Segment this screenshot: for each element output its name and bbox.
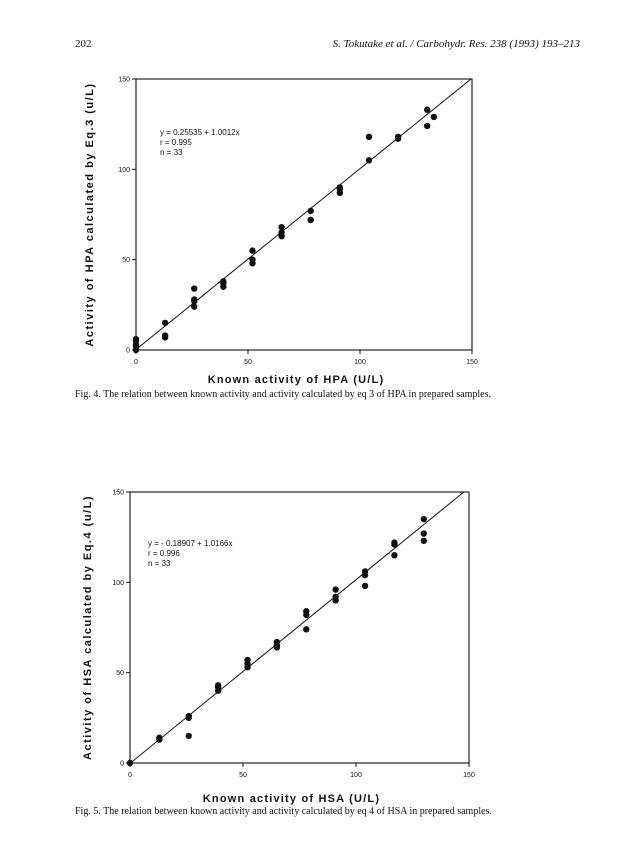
equation-line: y = - 0.18907 + 1.0166x — [148, 539, 233, 548]
x-axis-label: Known activity of HSA (U/L) — [202, 793, 381, 805]
data-point — [303, 608, 309, 614]
plot-area — [84, 77, 478, 387]
data-point — [278, 224, 284, 230]
data-point — [133, 336, 139, 342]
y-tick-label: 100 — [112, 579, 124, 587]
hsa-scatter-chart — [0, 484, 624, 804]
x-tick-label: 100 — [354, 359, 366, 366]
data-point — [186, 713, 192, 719]
data-point — [424, 123, 430, 129]
data-point — [303, 626, 309, 632]
data-point — [162, 320, 168, 326]
equation-line: r = 0.996 — [148, 549, 180, 558]
x-tick-label: 100 — [350, 772, 362, 779]
y-axis-label: Activity of HPA calculated by Eq.3 (u/L) — [84, 82, 96, 347]
x-tick-label: 0 — [128, 772, 132, 779]
x-tick-label: 150 — [463, 772, 475, 779]
regression-line — [136, 79, 471, 350]
figure-4-caption: Fig. 4. The relation between known activity and activity calculated by eq 3 of HPA in prepared samples. — [75, 389, 492, 400]
data-point — [337, 184, 343, 190]
data-point — [366, 134, 372, 140]
data-point — [249, 256, 255, 262]
plot-area — [82, 490, 475, 806]
y-tick-label: 150 — [118, 76, 130, 84]
y-tick-label: 50 — [122, 257, 130, 265]
data-point — [366, 157, 372, 163]
hpa-scatter-chart — [0, 70, 624, 390]
data-point — [186, 733, 192, 739]
data-point — [244, 657, 250, 663]
equation-line: y = 0.25535 + 1.0012x — [160, 128, 240, 137]
y-tick-label: 50 — [116, 670, 124, 678]
equation-line: n = 33 — [160, 148, 183, 157]
data-point — [191, 296, 197, 302]
data-point — [421, 516, 427, 522]
equation-line: r = 0.995 — [160, 138, 192, 147]
data-point — [127, 760, 133, 766]
x-tick-label: 0 — [134, 359, 138, 366]
page-number: 202 — [75, 38, 92, 50]
y-axis-label: Activity of HSA calculated by Eq.4 (u/L) — [82, 495, 94, 760]
regression-line — [130, 492, 464, 763]
running-head: S. Tokutake et al. / Carbohydr. Res. 238 (1993) 193–213 — [332, 38, 580, 50]
figure-5-caption: Fig. 5. The relation between known activity and activity calculated by eq 4 of HSA in prepared samples. — [75, 806, 492, 817]
x-axis-label: Known activity of HPA (U/L) — [207, 374, 385, 386]
x-tick-label: 50 — [239, 772, 247, 779]
data-point — [362, 568, 368, 574]
data-point — [249, 247, 255, 253]
data-point — [391, 552, 397, 558]
data-point — [421, 530, 427, 536]
y-tick-label: 0 — [120, 760, 124, 768]
data-point — [362, 583, 368, 589]
data-point — [431, 114, 437, 120]
data-point — [191, 285, 197, 291]
y-tick-label: 150 — [112, 489, 124, 497]
x-tick-label: 150 — [466, 359, 478, 366]
data-point — [332, 586, 338, 592]
x-tick-label: 50 — [244, 359, 252, 366]
data-point — [308, 217, 314, 223]
data-point — [308, 208, 314, 214]
data-point — [215, 682, 221, 688]
data-point — [162, 332, 168, 338]
y-tick-label: 100 — [118, 166, 130, 174]
data-point — [332, 594, 338, 600]
data-point — [220, 278, 226, 284]
equation-line: n = 33 — [148, 559, 171, 568]
y-tick-label: 0 — [126, 347, 130, 355]
data-point — [395, 134, 401, 140]
data-point — [391, 539, 397, 545]
data-point — [156, 735, 162, 741]
data-point — [421, 538, 427, 544]
data-point — [424, 107, 430, 113]
data-point — [274, 639, 280, 645]
